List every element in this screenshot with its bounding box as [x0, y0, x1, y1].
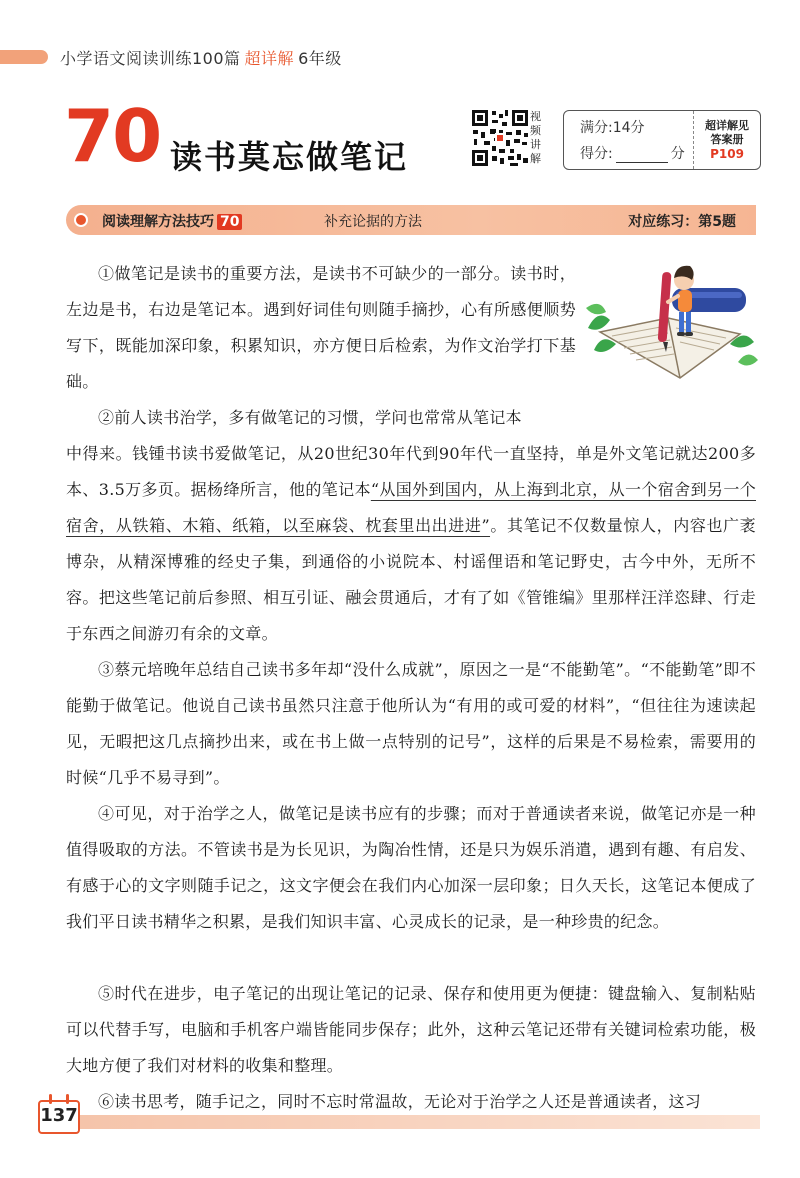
grade-label: 6年级: [298, 49, 342, 68]
score-unit: 分: [670, 146, 685, 162]
qr-caption: 视频讲解: [530, 110, 541, 165]
page-number: 137: [40, 1105, 78, 1126]
method-label: [102, 211, 242, 231]
answer-page: P109: [710, 147, 744, 161]
paragraph-6: ⑥读书思考，随手记之，同时不忘时常温故，无论对于治学之人还是普通读者，这习: [98, 1092, 702, 1111]
qr-code-icon[interactable]: [470, 108, 530, 168]
series-title: 小学语文阅读训练100篇: [60, 49, 241, 68]
bullet-icon: [74, 213, 88, 227]
reading-illustration-icon: [580, 258, 760, 388]
paragraph-2-text-a: 中得来。钱锺书读书爱做笔记，从20世纪30年代到90年代一直坚持，单是外文笔记就达200多本、3.5万多页。据杨绛所言，他的笔记本: [66, 444, 756, 499]
paragraph-2-start: ②前人读书治学，多有做笔记的习惯，学问也常常从笔记本: [98, 408, 522, 427]
calendar-rings-icon: [46, 1094, 72, 1104]
method-number: 70: [217, 214, 242, 230]
series-highlight: 超详解: [244, 49, 295, 68]
score-entry: [580, 143, 685, 163]
method-label-text: 阅读理解方法技巧: [102, 214, 214, 230]
lesson-number: 70: [64, 94, 161, 178]
underlined-quote: “从国外到国内，从上海到北京，从一个宿舍到另一个宿舍，从铁箱、木箱、纸箱，以至麻袋、枕套里出出进进”: [66, 480, 756, 535]
header-stripe: [0, 50, 48, 64]
score-box: [563, 110, 761, 170]
answer-reference: [694, 111, 760, 169]
page-header: [0, 40, 800, 78]
lesson-title: 读书莫忘做笔记: [170, 138, 409, 176]
paragraph-2-text-b: 。其笔记不仅数量惊人，内容也广袤博杂，从精深博雅的经史子集，到通俗的小说院本、村谣俚语和笔记野史，古今中外，无所不容。把这些笔记前后参照、相互引证、融会贯通后，才有了如《管锥编》里那样汪洋恣肆、行走于东西之间游刃有余的文章。: [66, 516, 756, 643]
paragraph-2: [66, 436, 756, 652]
header-text: [60, 46, 342, 69]
paragraph-4: ④可见，对于治学之人，做笔记是读书应有的步骤；而对于普通读者来说，做笔记亦是一种值得吸取的方法。不管读书是为长见识，为陶冶性情，还是只为娱乐消遣，遇到有趣、有启发、有感于心的文字则随手记之，这文字便会在我们内心加深一层印象；日久天长，这笔记本便成了我们平日读书精华之积累，是我们知识丰富、心灵成长的记录，是一种珍贵的纪念。: [66, 804, 756, 931]
score-blank[interactable]: [616, 162, 668, 163]
score-fields: [564, 111, 694, 169]
paragraph-1: ①做笔记是读书的重要方法，是读书不可缺少的一部分。读书时，左边是书，右边是笔记本。遇到好词佳句则随手摘抄，心有所感便顺势写下，既能加深印象，积累知识，亦方便日后检索，为作文治学打下基础。: [66, 264, 576, 391]
score-label: 得分:: [580, 146, 613, 162]
page-number-badge: [38, 1100, 80, 1136]
full-score: 满分:14分: [580, 120, 645, 136]
paragraph-3: ③蔡元培晚年总结自己读书多年却“没什么成就”，原因之一是“不能勤笔”。“不能勤笔”即不能勤于做笔记。他说自己读书虽然只注意于他所认为“有用的或可爱的材料”，“但往往为速读起见，无暇把这几点摘抄出来，或在书上做一点特别的记号”，这样的后果是不易检索，需要用的时候“几乎不易寻到”。: [66, 660, 756, 787]
method-band: [66, 205, 756, 235]
method-practice: 对应练习：第5题: [628, 214, 736, 230]
paragraph-5: ⑤时代在进步，电子笔记的出现让笔记的记录、保存和使用更为便捷：键盘输入、复制粘贴可以代替手写，电脑和手机客户端皆能同步保存；此外，这种云笔记还带有关键词检索功能，极大地方便了我们对材料的收集和整理。: [66, 984, 756, 1075]
answer-line-2: 答案册: [710, 133, 744, 146]
method-name: 补充论据的方法: [324, 214, 422, 230]
answer-line-1: 超详解见: [705, 119, 749, 132]
footer-stripe: [80, 1115, 760, 1129]
